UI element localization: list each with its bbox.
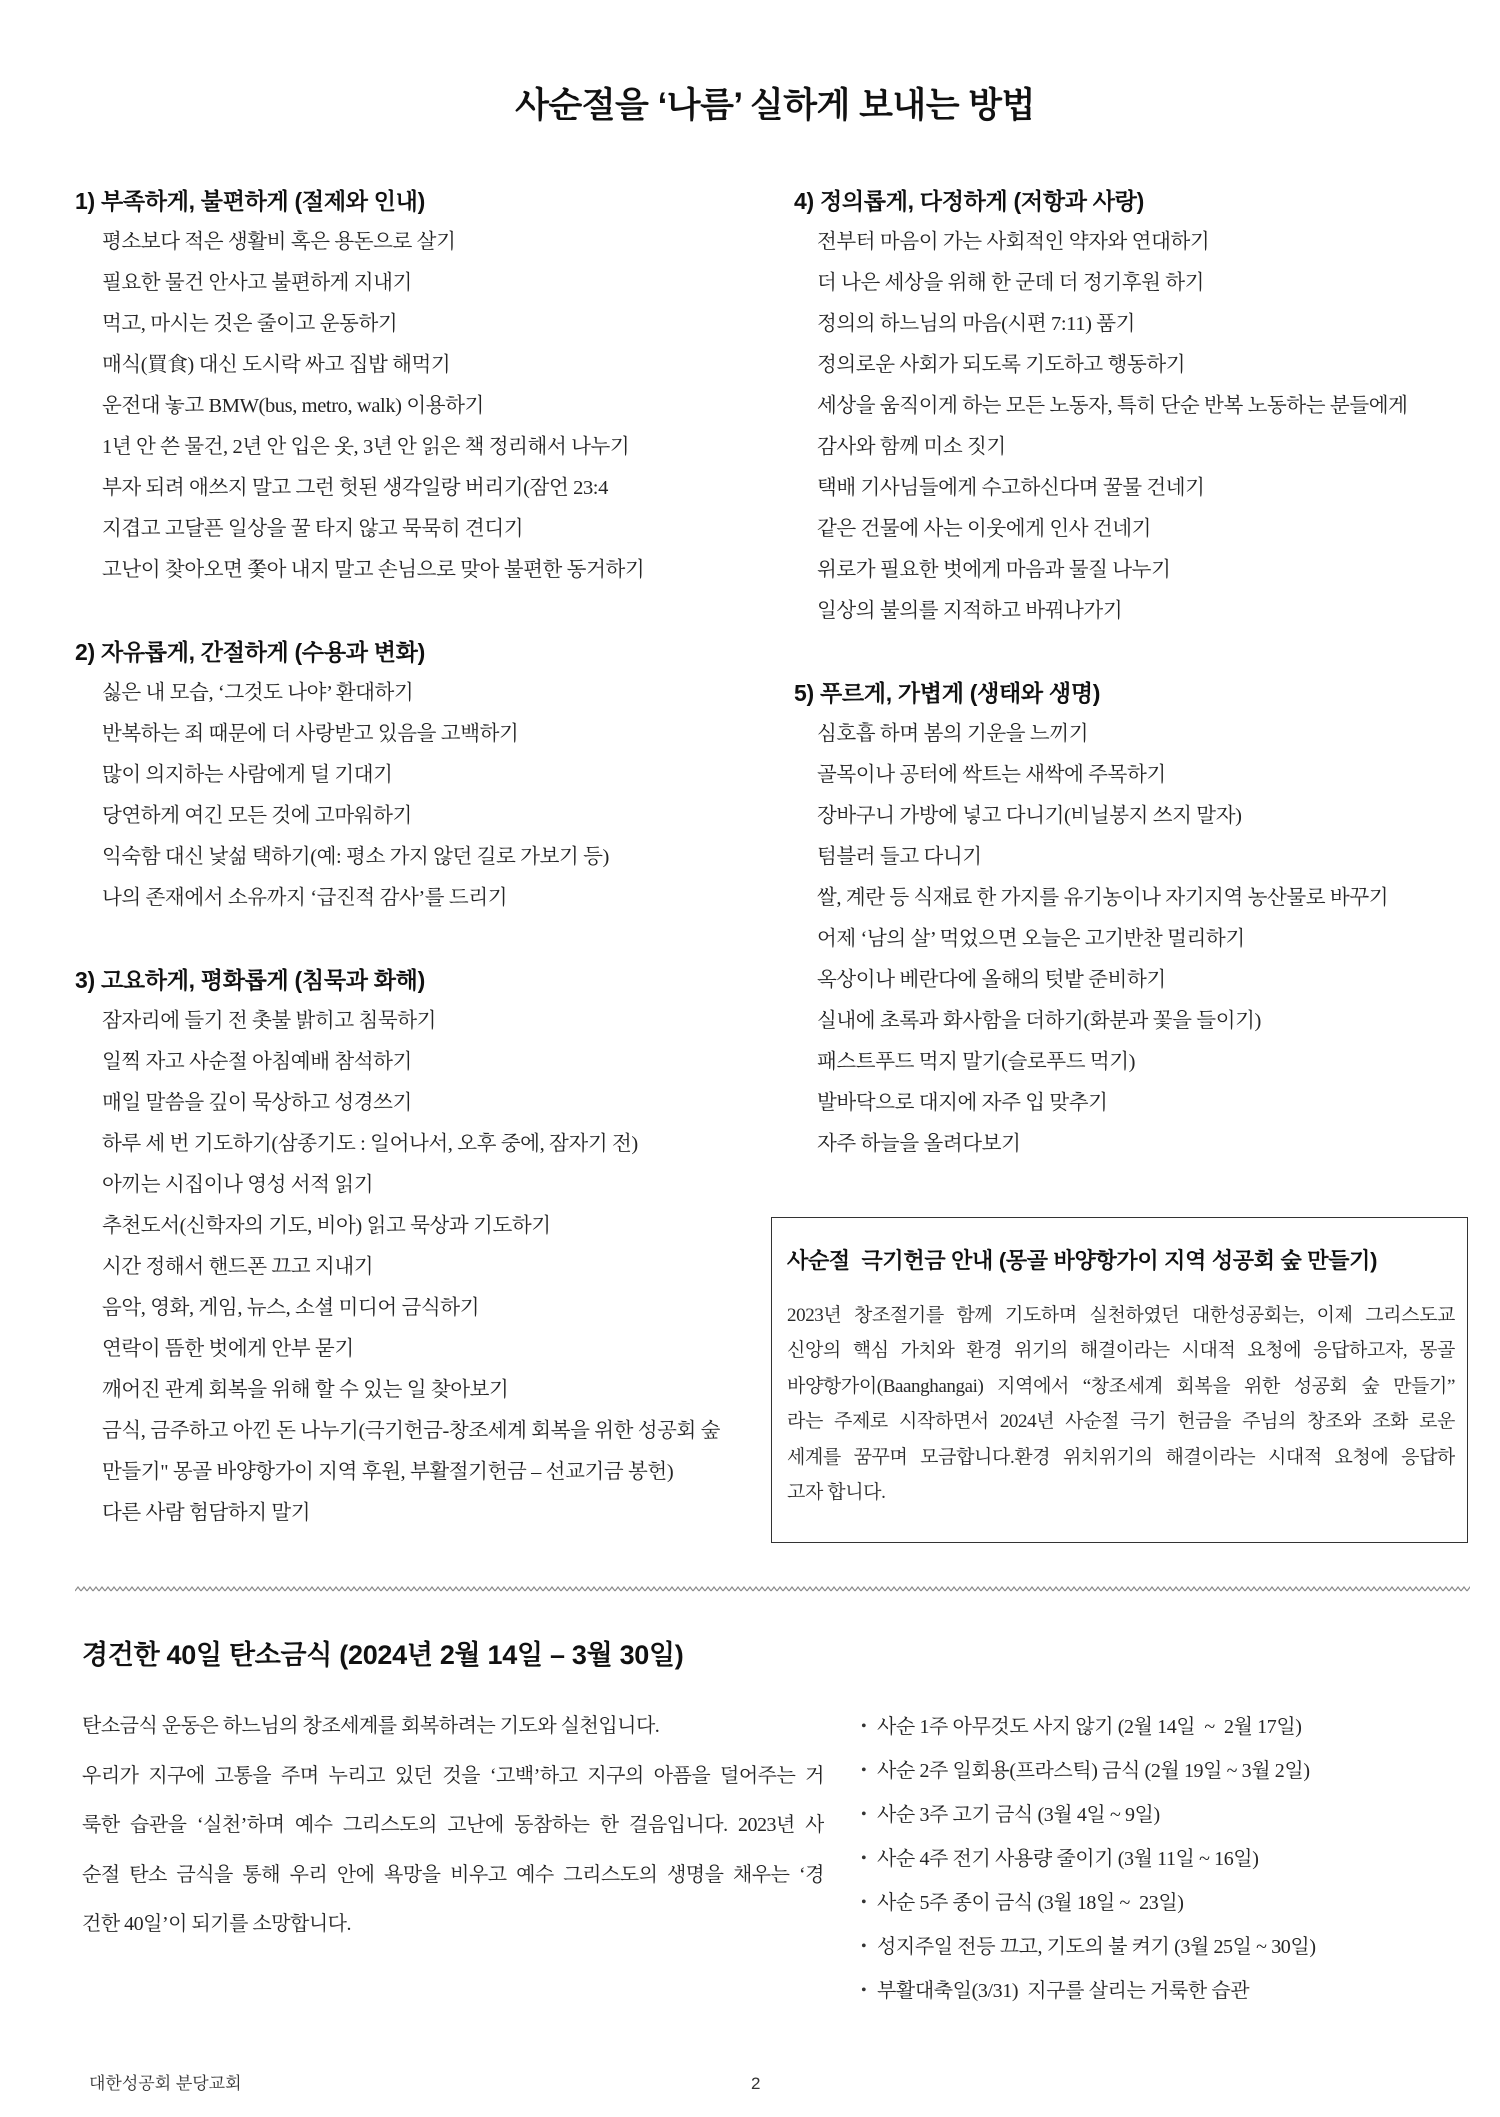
practice-item: 실내에 초록과 화사함을 더하기(화분과 꽃을 들이기): [817, 1010, 1261, 1032]
section-heading: 5) 푸르게, 가볍게 (생태와 생명): [794, 680, 1101, 706]
practice-item: 일상의 불의를 지적하고 바꿔나가기: [817, 600, 1123, 622]
practice-item: 장바구니 가방에 넣고 다니기(비닐봉지 쓰지 말자): [817, 805, 1242, 827]
offering-notice-title: 사순절 극기헌금 안내 (몽골 바양항가이 지역 성공회 숲 만들기): [787, 1248, 1378, 1273]
practice-item: 골목이나 공터에 싹트는 새싹에 주목하기: [817, 764, 1166, 786]
practice-item: 익숙함 대신 낯섦 택하기(예: 평소 가지 않던 길로 가보기 등): [102, 846, 609, 868]
practice-item: 금식, 금주하고 아낀 돈 나누기(극기헌금-창조세계 회복을 위한 성공회 숲: [102, 1420, 721, 1442]
offering-notice-line: 바양항가이(Baanghangai) 지역에서 “창조세계 회복을 위한 성공회 숲 만들기”: [787, 1375, 1455, 1397]
practice-item: 옥상이나 베란다에 올해의 텃밭 준비하기: [817, 969, 1166, 991]
schedule-item: • 사순 4주 전기 사용량 줄이기 (3월 11일 ~ 16일): [861, 1837, 1461, 1881]
practice-list: [75, 222, 765, 591]
practice-item: 어제 ‘남의 살’ 먹었으면 오늘은 고기반찬 멀리하기: [817, 928, 1245, 950]
practice-item: 아끼는 시집이나 영성 서적 읽기: [102, 1174, 374, 1196]
practice-list: [75, 673, 765, 919]
practice-item: 먹고, 마시는 것은 줄이고 운동하기: [102, 313, 398, 335]
practice-section-3: [75, 960, 765, 1534]
practice-section-1: [75, 181, 765, 591]
practice-item: 시간 정해서 핸드폰 끄고 지내기: [102, 1256, 374, 1278]
practice-item: 지겹고 고달픈 일상을 꿀 타지 않고 묵묵히 견디기: [102, 518, 524, 540]
page-title: 사순절을 ‘나름’ 실하게 보내는 방법: [515, 86, 1035, 125]
practice-item: 매일 말씀을 깊이 묵상하고 성경쓰기: [102, 1092, 412, 1114]
intro-line: 건한 40일’이 되기를 소망합니다.: [82, 1913, 351, 1935]
practice-item: 세상을 움직이게 하는 모든 노동자, 특히 단순 반복 노동하는 분들에게: [817, 395, 1408, 417]
page-number: 2: [751, 2074, 761, 2093]
practice-item: 패스트푸드 먹지 말기(슬로푸드 먹기): [817, 1051, 1136, 1073]
practice-item: 깨어진 관계 회복을 위해 할 수 있는 일 찾아보기: [102, 1379, 509, 1401]
practice-item: 하루 세 번 기도하기(삼종기도 : 일어나서, 오후 중에, 잠자기 전): [102, 1133, 638, 1155]
intro-line: 룩한 습관을 ‘실천’하며 예수 그리스도의 고난에 동참하는 한 걸음입니다. 2023년 사: [82, 1814, 824, 1836]
intro-line: 순절 탄소 금식을 통해 우리 안에 욕망을 비우고 예수 그리스도의 생명을 채우는 ‘경: [82, 1863, 824, 1886]
practice-item: 위로가 필요한 벗에게 마음과 물질 나누기: [817, 559, 1171, 581]
practice-item: 일찍 자고 사순절 아침예배 참석하기: [102, 1051, 412, 1073]
carbon-fast-heading: 경건한 40일 탄소금식 (2024년 2월 14일 – 3월 30일): [82, 1640, 684, 1670]
schedule-item: • 사순 2주 일회용(프라스틱) 금식 (2월 19일 ~ 3월 2일): [861, 1749, 1461, 1793]
practice-item: 매식(買食) 대신 도시락 싸고 집밥 해먹기: [102, 354, 451, 376]
section-divider: [75, 1584, 1470, 1594]
practice-item: 텀블러 들고 다니기: [817, 846, 982, 868]
practice-item: 1년 안 쓴 물건, 2년 안 입은 옷, 3년 안 읽은 책 정리해서 나누기: [102, 436, 630, 458]
practice-item: 심호흡 하며 봄의 기운을 느끼기: [817, 723, 1089, 745]
practice-item: 잠자리에 들기 전 촛불 밝히고 침묵하기: [102, 1010, 437, 1032]
practice-item: 싫은 내 모습, ‘그것도 나야’ 환대하기: [102, 682, 414, 704]
practice-item: 만들기" 몽골 바양항가이 지역 후원, 부활절기헌금 – 선교기금 봉헌): [102, 1461, 674, 1483]
practice-item: 많이 의지하는 사람에게 덜 기대기: [102, 764, 393, 786]
intro-line: 탄소금식 운동은 하느님의 창조세계를 회복하려는 기도와 실천입니다.: [82, 1715, 660, 1737]
section-heading: 4) 정의롭게, 다정하게 (저항과 사랑): [794, 188, 1144, 214]
practice-item: 나의 존재에서 소유까지 ‘급진적 감사’를 드리기: [102, 887, 508, 909]
carbon-fast-schedule: [861, 1705, 1461, 2013]
practice-section-2: [75, 632, 765, 919]
practice-item: 전부터 마음이 가는 사회적인 약자와 연대하기: [817, 231, 1210, 253]
practice-item: 연락이 뜸한 벗에게 안부 묻기: [102, 1338, 354, 1360]
right-column: [794, 181, 1466, 1165]
carbon-fast-intro: [82, 1702, 824, 1950]
practice-item: 정의의 하느님의 마음(시편 7:11) 품기: [817, 313, 1136, 335]
practice-item: 평소보다 적은 생활비 혹은 용돈으로 살기: [102, 231, 456, 253]
intro-line: 우리가 지구에 고통을 주며 누리고 있던 것을 ‘고백’하고 지구의 아픔을 덜어주는 거: [82, 1764, 824, 1787]
left-column: [75, 181, 765, 1534]
offering-notice-line: 세계를 꿈꾸며 모금합니다.환경 위치위기의 해결이라는 시대적 요청에 응답하: [787, 1446, 1455, 1468]
practice-item: 당연하게 여긴 모든 것에 고마워하기: [102, 805, 412, 827]
practice-item: 쌀, 계란 등 식재료 한 가지를 유기농이나 자기지역 농산물로 바꾸기: [817, 887, 1389, 909]
practice-item: 택배 기사님들에게 수고하신다며 꿀물 건네기: [817, 477, 1205, 499]
practice-item: 자주 하늘을 올려다보기: [817, 1133, 1021, 1155]
practice-item: 고난이 찾아오면 쫓아 내지 말고 손님으로 맞아 불편한 동거하기: [102, 559, 645, 581]
practice-section-5: [794, 673, 1466, 1165]
footer-church-name: 대한성공회 분당교회: [89, 2074, 242, 2093]
schedule-item: • 사순 3주 고기 금식 (3월 4일 ~ 9일): [861, 1793, 1461, 1837]
practice-item: 감사와 함께 미소 짓기: [817, 436, 1006, 458]
section-heading: 1) 부족하게, 불편하게 (절제와 인내): [75, 188, 425, 214]
section-heading: 3) 고요하게, 평화롭게 (침묵과 화해): [75, 967, 425, 993]
practice-item: 같은 건물에 사는 이웃에게 인사 건네기: [817, 518, 1152, 540]
practice-section-4: [794, 181, 1466, 632]
practice-item: 발바닥으로 대지에 자주 입 맞추기: [817, 1092, 1108, 1114]
practice-item: 정의로운 사회가 되도록 기도하고 행동하기: [817, 354, 1186, 376]
schedule-item: • 성지주일 전등 끄고, 기도의 불 켜기 (3월 25일 ~ 30일): [861, 1925, 1461, 1969]
practice-item: 더 나은 세상을 위해 한 군데 더 정기후원 하기: [817, 272, 1205, 294]
practice-item: 음악, 영화, 게임, 뉴스, 소셜 미디어 금식하기: [102, 1297, 480, 1319]
schedule-item: • 사순 1주 아무것도 사지 않기 (2월 14일 ~ 2월 17일): [861, 1705, 1461, 1749]
schedule-item: • 사순 5주 종이 금식 (3월 18일 ~ 23일): [861, 1881, 1461, 1925]
practice-list: [794, 222, 1466, 632]
offering-notice-line: 고자 합니다.: [787, 1481, 886, 1503]
offering-notice-body: [787, 1298, 1455, 1510]
practice-item: 추천도서(신학자의 기도, 비아) 읽고 묵상과 기도하기: [102, 1215, 551, 1237]
practice-item: 필요한 물건 안사고 불편하게 지내기: [102, 272, 412, 294]
schedule-item: • 부활대축일(3/31) 지구를 살리는 거룩한 습관: [861, 1969, 1461, 2013]
practice-item: 부자 되려 애쓰지 말고 그런 헛된 생각일랑 버리기(잠언 23:4: [102, 477, 608, 499]
practice-list: [75, 1001, 765, 1534]
practice-item: 반복하는 죄 때문에 더 사랑받고 있음을 고백하기: [102, 723, 519, 745]
practice-item: 다른 사람 험담하지 말기: [102, 1502, 311, 1524]
offering-notice-line: 라는 주제로 시작하면서 2024년 사순절 극기 헌금을 주님의 창조와 조화 로운: [787, 1411, 1455, 1433]
offering-notice-line: 신앙의 핵심 가치와 환경 위기의 해결이라는 시대적 요청에 응답하고자, 몽골: [787, 1340, 1455, 1362]
practice-item: 운전대 놓고 BMW(bus, metro, walk) 이용하기: [102, 395, 484, 417]
practice-list: [794, 714, 1466, 1165]
offering-notice-box: [771, 1217, 1468, 1543]
section-heading: 2) 자유롭게, 간절하게 (수용과 변화): [75, 639, 425, 665]
offering-notice-line: 2023년 창조절기를 함께 기도하며 실천하였던 대한성공회는, 이제 그리스도교: [787, 1305, 1455, 1326]
